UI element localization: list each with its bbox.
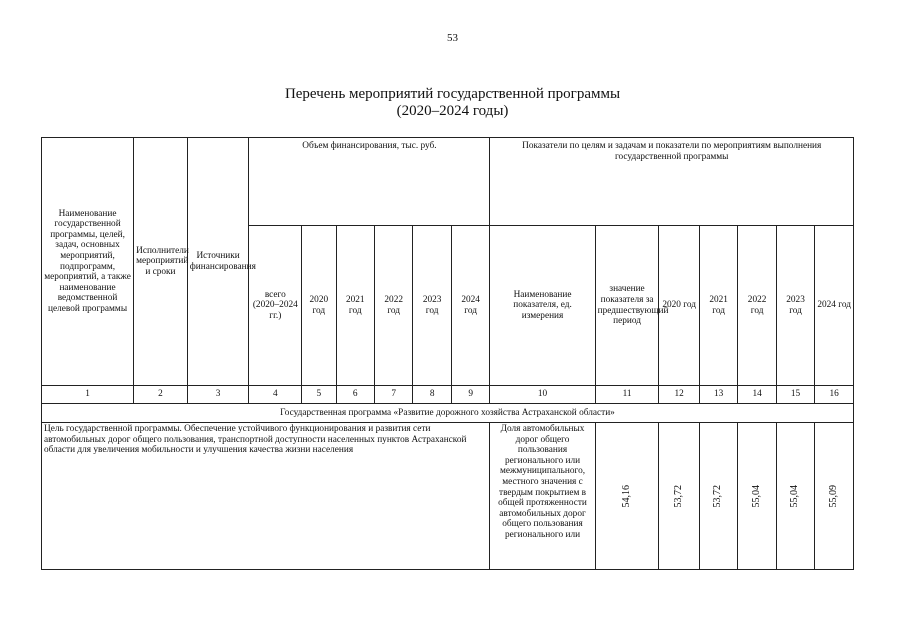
- header-2020: 2020 год: [302, 226, 336, 386]
- column-numbers-row: [42, 386, 854, 404]
- value-prev: 54,16: [620, 484, 632, 508]
- header-sources: Источники финансирования: [187, 138, 249, 386]
- value-2020-cell: [659, 423, 699, 570]
- program-title: Государственная программа «Развитие дорожного хозяйства Астраханской области»: [42, 404, 854, 423]
- value-2024-cell: [815, 423, 854, 570]
- value-2023: 55,04: [789, 484, 801, 508]
- page-number: 53: [447, 32, 458, 44]
- header-ind-2023: 2023 год: [776, 226, 814, 386]
- col-number: 3: [187, 386, 249, 404]
- header-2023: 2023 год: [413, 226, 451, 386]
- col-number: 1: [42, 386, 134, 404]
- document-title: [0, 86, 905, 120]
- header-ind-2020: 2020 год: [659, 226, 699, 386]
- header-prev-value: значение показателя за предшествующий период: [595, 226, 659, 386]
- col-number: 5: [302, 386, 336, 404]
- col-number: 9: [451, 386, 490, 404]
- measures-table: [41, 137, 854, 570]
- header-ind-2021: 2021 год: [699, 226, 737, 386]
- header-executors: Исполнители мероприятий и сроки: [134, 138, 188, 386]
- header-2021: 2021 год: [336, 226, 374, 386]
- header-financing: Объем финансирования, тыс. руб.: [249, 138, 490, 226]
- col-number: 13: [699, 386, 737, 404]
- col-number: 2: [134, 386, 188, 404]
- value-2022: 55,04: [750, 484, 762, 508]
- header-2022: 2022 год: [374, 226, 412, 386]
- header-indicator-name: Наименование показателя, ед. измерения: [490, 226, 595, 386]
- header-2024: 2024 год: [451, 226, 490, 386]
- value-prev-cell: [595, 423, 659, 570]
- col-number: 14: [738, 386, 776, 404]
- value-2021-cell: [699, 423, 737, 570]
- col-number: 7: [374, 386, 412, 404]
- header-ind-2024: 2024 год: [815, 226, 854, 386]
- header-ind-2022: 2022 год: [738, 226, 776, 386]
- value-2021: 53,72: [712, 484, 724, 508]
- header-indicators: Показатели по целям и задачам и показатели по мероприятиям выполнения государственной программы: [490, 138, 854, 226]
- col-number: 10: [490, 386, 595, 404]
- value-2023-cell: [776, 423, 814, 570]
- col-number: 12: [659, 386, 699, 404]
- value-2020: 53,72: [672, 484, 684, 508]
- goal-text: Цель государственной программы. Обеспечение устойчивого функционирования и развития сети автомобильных дорог общего пользования, транспортной доступности населенных пунктов Астраханской области для увеличения мобильности и улучшения качества жизни населения: [42, 423, 490, 570]
- col-number: 15: [776, 386, 814, 404]
- title-line-2: (2020–2024 годы): [396, 103, 509, 119]
- header-total: всего (2020–2024 гг.): [249, 226, 302, 386]
- col-number: 8: [413, 386, 451, 404]
- col-number: 11: [595, 386, 659, 404]
- value-2022-cell: [738, 423, 776, 570]
- value-2024: 55,09: [827, 484, 839, 508]
- col-number: 16: [815, 386, 854, 404]
- title-line-1: Перечень мероприятий государственной программы: [284, 86, 621, 102]
- indicator-name: Доля автомобильных дорог общего пользования регионального или межмуниципального, местного значения с твердым покрытием в общей протяженности автомобильных дорог общего пользования регионального или: [490, 423, 595, 570]
- col-number: 4: [249, 386, 302, 404]
- col-number: 6: [336, 386, 374, 404]
- header-name: Наименование государственной программы, целей, задач, основных мероприятий, подпрограмм, мероприятий, а также наименование ведомственной целевой программы: [42, 138, 134, 386]
